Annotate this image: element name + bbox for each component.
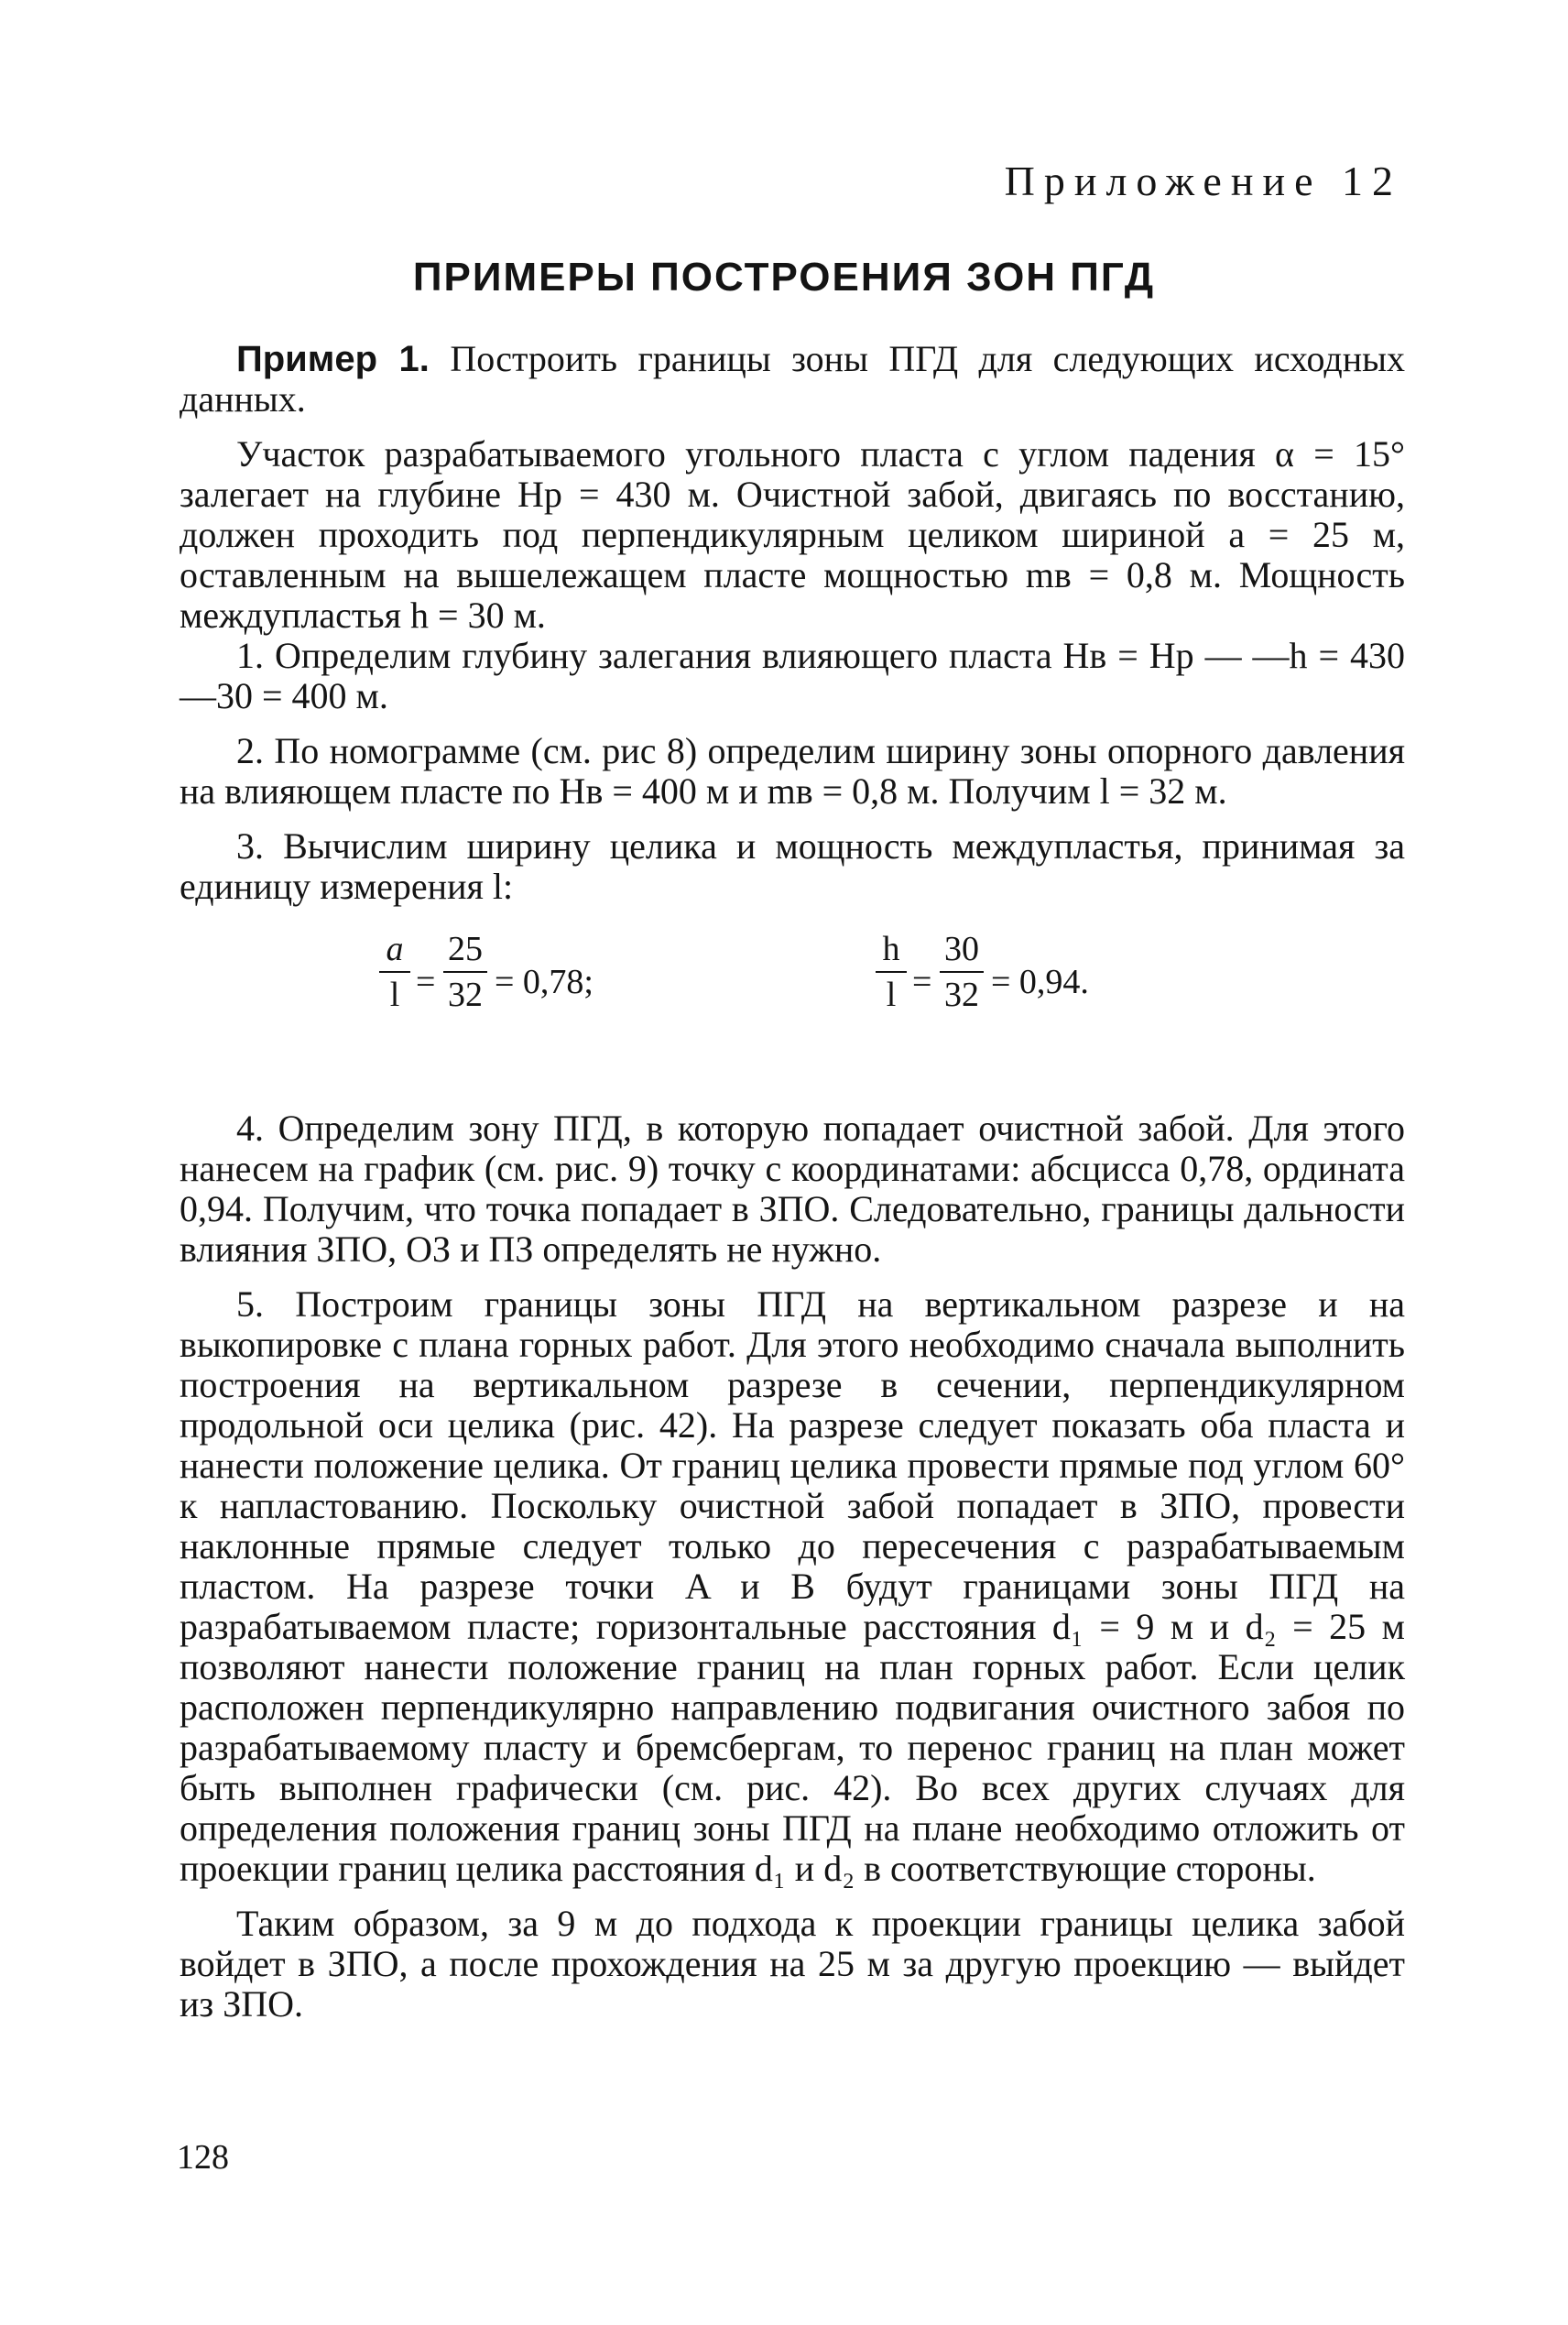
formula-1-result: = 0,78; xyxy=(495,963,593,1001)
formula-2-result: = 0,94. xyxy=(991,963,1089,1001)
paragraph-step-5: 5. Построим границы зоны ПГД на вертикальном разрезе и на выкопировке с плана горных работ. Для этого необходимо сначала выполнить построения на вертикальном разрезе в сечении, перпендикулярном продольной оси целика (рис. 42). На разрезе следует показать оба пласта и нанести положение целика. От границ целика провести прямые под углом 60° к напластованию. Поскольку очистной забой попадает в ЗПО, провести наклонные прямые следует только до пересечения с разрабатываемым пластом. На разрезе точки A и B будут границами зоны ПГД на разрабатываемом пласте; горизонтальные расстояния d₁ = 9 м и d₂ = 25 м позволяют нанести положение границ на план горных работ. Если целик расположен перпендикулярно направлению подвигания очистного забоя по разрабатываемому пласту и бремсбергам, то перенос границ на план может быть выполнен графически (см. рис. 42). Во всех других случаях для определения положения границ зоны ПГД на плане необходимо отложить от проекции границ целика расстояния d₁ и d₂ в соответствующие стороны. xyxy=(180,1283,1405,1889)
paragraph-step-1: 1. Определим глубину залегания влияющего пласта Hв = Hр — —h = 430—30 = 400 м. xyxy=(180,635,1405,716)
fraction-bar xyxy=(443,971,487,973)
formula-1-denominator-l: l xyxy=(389,976,400,1014)
formula-1-denominator-32: 32 xyxy=(448,976,483,1014)
formula-2-denominator-l: l xyxy=(886,976,897,1014)
fraction-bar xyxy=(379,971,410,973)
page-title: ПРИМЕРЫ ПОСТРОЕНИЯ ЗОН ПГД xyxy=(412,255,1156,300)
paragraph-example-1 xyxy=(180,339,1405,420)
formula-1-numerator-a: a xyxy=(386,930,404,968)
page-number: 128 xyxy=(177,2138,229,2177)
formula-1-fraction-25-over-32 xyxy=(443,929,487,1015)
paragraph-conditions: Участок разрабатываемого угольного пласта с углом падения α = 15° залегает на глубине Hр = 430 м. Очистной забой, двигаясь по восстанию, должен проходить под перпендикулярным целиком шириной a = 25 м, оставленным на вышележащем пласте мощностью mв = 0,8 м. Мощность междупластья h = 30 м. xyxy=(180,433,1405,636)
paragraph-step-4: 4. Определим зону ПГД, в которую попадает очистной забой. Для этого нанесем на график (см. рис. 9) точку с координатами: абсцисса 0,78, ордината 0,94. Получим, что точка попадает в ЗПО. Следовательно, границы дальности влияния ЗПО, ОЗ и ПЗ определять не нужно. xyxy=(180,1108,1405,1270)
formula-2-equals: = xyxy=(912,963,932,1001)
formula-2-numerator-30: 30 xyxy=(944,930,979,968)
formula-2-denominator-32: 32 xyxy=(944,976,979,1014)
paragraph-conclusion: Таким образом, за 9 м до подхода к проекции границы целика забой войдет в ЗПО, а после прохождения на 25 м за другую проекцию — выйдет из ЗПО. xyxy=(180,1903,1405,2025)
example-label: Пример 1. xyxy=(236,339,430,379)
paragraph-step-3: 3. Вычислим ширину целика и мощность междупластья, принимая за единицу измерения l: xyxy=(180,825,1405,907)
example-task-text: Построить границы зоны ПГД для следующих исходных данных. xyxy=(180,338,1405,420)
formula-1-equals: = xyxy=(416,963,436,1001)
paragraph-step-2: 2. По номограмме (см. рис 8) определим ширину зоны опорного давления на влияющем пласте по Hв = 400 м и mв = 0,8 м. Получим l = 32 м. xyxy=(180,730,1405,812)
formula-1-numerator-25: 25 xyxy=(448,930,483,968)
formula-2-fraction-30-over-32 xyxy=(940,929,984,1015)
formula-block xyxy=(180,920,1405,1103)
fraction-bar xyxy=(940,971,984,973)
formula-2-numerator-h: h xyxy=(882,930,900,968)
fraction-bar xyxy=(876,971,907,973)
document-body xyxy=(180,339,1405,2025)
formula-2-fraction-h-over-l xyxy=(876,929,907,1015)
appendix-label: Приложение 12 xyxy=(1004,158,1402,204)
formula-1-fraction-a-over-l xyxy=(379,929,410,1015)
